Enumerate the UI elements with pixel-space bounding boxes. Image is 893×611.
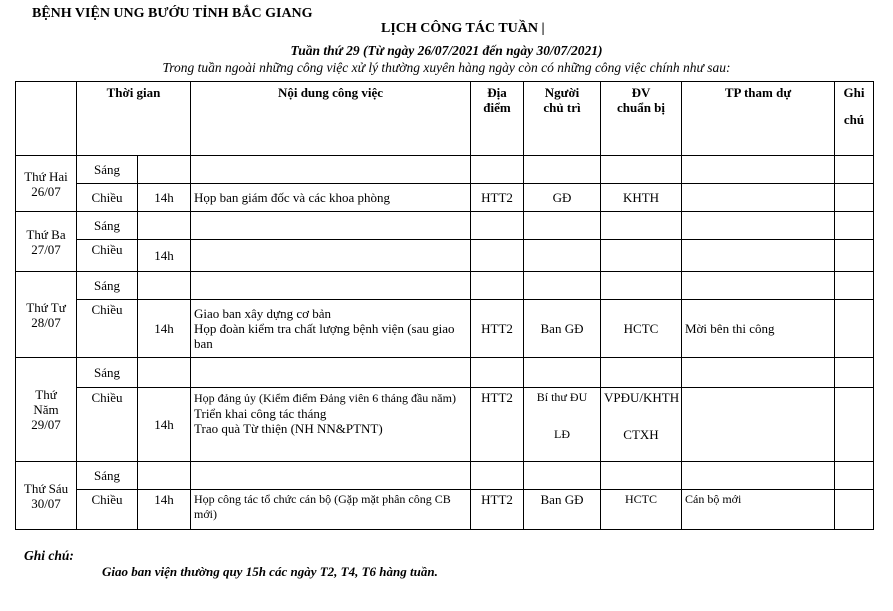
schedule-table [15, 81, 874, 530]
session-morning: Sáng [77, 462, 138, 490]
cell-participants [682, 184, 835, 212]
cell-host: Ban GĐ [524, 490, 601, 530]
header-content: Nội dung công việc [191, 82, 471, 156]
cell-participants [682, 388, 835, 462]
header-note-line1: Ghi [843, 85, 865, 100]
header-note-line2: chú [843, 112, 865, 127]
cell-hour: 14h [138, 184, 191, 212]
table-row [16, 358, 874, 388]
cell-content: Họp công tác tổ chức cán bộ (Gặp mặt phân công CB mới) [191, 490, 471, 530]
cell-note [835, 388, 874, 462]
session-morning: Sáng [77, 156, 138, 184]
content-line: Họp đảng ủy (Kiểm điểm Đảng viên 6 tháng đầu năm) [194, 391, 456, 405]
header-prep-line2: chuẩn bị [616, 100, 666, 115]
day-tuesday [16, 212, 77, 272]
day-name: Thứ Sáu [23, 480, 69, 496]
session-afternoon: Chiều [77, 388, 138, 462]
header-row [16, 82, 874, 156]
header-host-line1: Người [544, 85, 580, 100]
cell-prep: KHTH [601, 184, 682, 212]
session-afternoon: Chiều [77, 184, 138, 212]
cell-prep [601, 388, 682, 462]
intro-text: Trong tuần ngoài những công việc xử lý thường xuyên hàng ngày còn có những công việc chính như sau: [162, 60, 731, 75]
session-morning: Sáng [77, 358, 138, 388]
content-line: Triển khai công tác tháng [194, 406, 327, 421]
table-row [16, 240, 874, 272]
table-row [16, 462, 874, 490]
session-morning: Sáng [77, 272, 138, 300]
cell-hour: 14h [138, 240, 191, 272]
table-row [16, 300, 874, 358]
cell-hour [138, 156, 191, 184]
cell-host [524, 388, 601, 462]
table-row [16, 272, 874, 300]
cell-hour: 14h [138, 490, 191, 530]
header-place-line2: điểm [483, 100, 511, 115]
cell-hour: 14h [138, 300, 191, 358]
notes-text: Giao ban viện thường quy 15h các ngày T2, T4, T6 hàng tuần. [102, 564, 438, 579]
header-place [471, 82, 524, 156]
header-place-line1: Địa [487, 85, 507, 100]
day-date: 26/07 [31, 183, 61, 199]
table-row [16, 490, 874, 530]
cell-host: GĐ [524, 184, 601, 212]
cell-place: HTT2 [471, 388, 524, 462]
cell-note [835, 184, 874, 212]
prep-line: CTXH [623, 427, 659, 442]
table-row [16, 388, 874, 462]
content-line: Trao quà Từ thiện (NH NN&PTNT) [194, 421, 383, 436]
cell-content [191, 156, 471, 184]
cell-hour: 14h [138, 388, 191, 462]
header-host [524, 82, 601, 156]
cell-note [835, 300, 874, 358]
host-line: LĐ [554, 427, 570, 441]
hospital-name: BỆNH VIỆN UNG BƯỚU TỈNH BẮC GIANG [32, 6, 313, 21]
day-date: 29/07 [31, 417, 61, 432]
page-title: LỊCH CÔNG TÁC TUẦN | [381, 21, 545, 36]
cell-participants: Mời bên thi công [682, 300, 835, 358]
day-name: Thứ Hai [24, 168, 68, 184]
session-morning: Sáng [77, 212, 138, 240]
header-participants: TP tham dự [682, 82, 835, 156]
day-monday [16, 156, 77, 212]
cell-note [835, 490, 874, 530]
day-name: Thứ Tư [26, 299, 66, 315]
cell-content [191, 388, 471, 462]
content-line: Họp đoàn kiểm tra chất lượng bệnh viện (sau giao ban [194, 321, 455, 351]
cell-content: Họp ban giám đốc và các khoa phòng [191, 184, 471, 212]
header-time: Thời gian [77, 82, 191, 156]
header-prep [601, 82, 682, 156]
notes-label: Ghi chú: [24, 548, 74, 563]
host-line: Bí thư ĐU [536, 390, 588, 404]
cell-place: HTT2 [471, 490, 524, 530]
day-date: 27/07 [31, 241, 61, 257]
day-thursday [16, 358, 77, 462]
cell-place: HTT2 [471, 184, 524, 212]
table-row [16, 184, 874, 212]
cell-host: Ban GĐ [524, 300, 601, 358]
day-name: Thứ Ba [26, 226, 66, 242]
header-prep-line1: ĐV [631, 85, 651, 100]
session-afternoon: Chiều [77, 490, 138, 530]
header-day [16, 82, 77, 156]
day-name: Thứ [35, 387, 57, 402]
day-date: 30/07 [31, 495, 61, 511]
session-afternoon: Chiều [77, 240, 138, 272]
prep-line: VPĐU/KHTH [604, 390, 680, 405]
day-friday [16, 462, 77, 530]
day-name: Năm [33, 402, 59, 417]
day-date: 28/07 [31, 314, 61, 330]
table-row [16, 212, 874, 240]
cell-participants: Cán bộ mới [682, 490, 835, 530]
week-range: Tuần thứ 29 (Từ ngày 26/07/2021 đến ngày 30/07/2021) [290, 43, 603, 58]
table-row [16, 156, 874, 184]
session-afternoon: Chiều [77, 300, 138, 358]
header-host-line2: chủ trì [543, 100, 581, 115]
cell-place: HTT2 [471, 300, 524, 358]
content-line: Giao ban xây dựng cơ bản [194, 306, 332, 321]
header-note [835, 82, 874, 156]
cell-prep: HCTC [601, 300, 682, 358]
cell-prep: HCTC [601, 490, 682, 530]
day-wednesday [16, 272, 77, 358]
cell-content [191, 300, 471, 358]
